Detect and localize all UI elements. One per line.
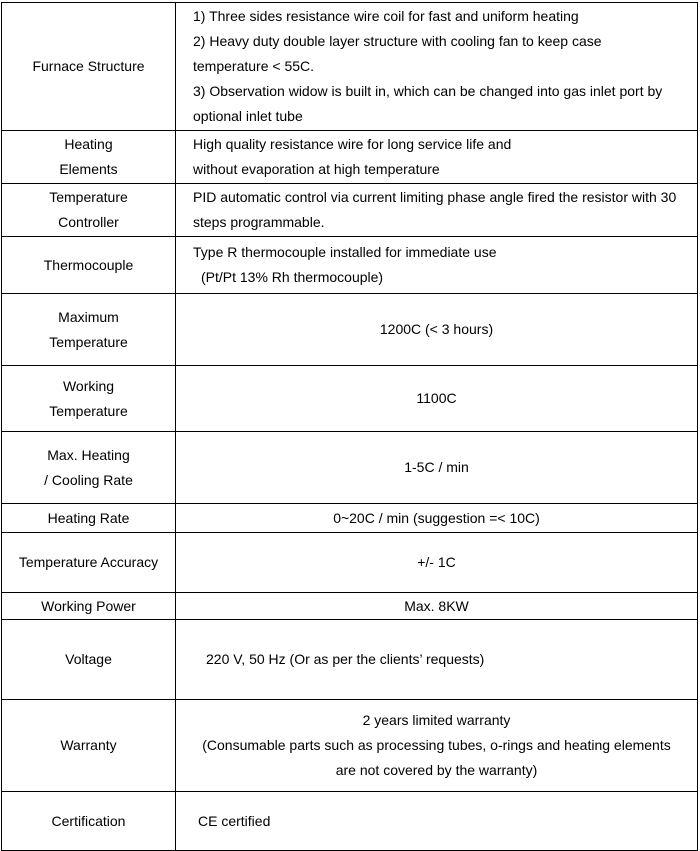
spec-label <box>2 432 176 504</box>
spec-label: Heating Rate <box>2 504 176 533</box>
spec-label-line: Heating <box>64 136 113 152</box>
spec-value-line: High quality resistance wire for long service life and <box>193 136 512 152</box>
spec-row-heating-rate <box>2 504 698 533</box>
spec-value <box>176 131 698 184</box>
spec-label-line: Working <box>62 377 115 394</box>
spec-value-line: 1) Three sides resistance wire coil for fast and uniform heating <box>193 8 579 24</box>
spec-label-line: / Cooling Rate <box>44 471 133 488</box>
spec-label: Furnace Structure <box>2 3 176 131</box>
spec-label-line: Elements <box>59 161 118 177</box>
spec-value-line: PID automatic control via current limiting phase angle fired the resistor with 30 <box>193 189 677 205</box>
specifications-table <box>1 2 698 851</box>
spec-label: Voltage <box>2 620 176 700</box>
spec-label-line: Temperature <box>49 189 128 205</box>
spec-value <box>176 184 698 237</box>
spec-value: 220 V, 50 Hz (Or as per the clients’ requests) <box>176 620 698 700</box>
spec-value-line: 2) Heavy duty double layer structure with cooling fan to keep case <box>193 33 602 49</box>
spec-value <box>176 3 698 131</box>
spec-value-line: Type R thermocouple installed for immediate use <box>193 244 497 260</box>
spec-label <box>2 131 176 184</box>
spec-label: Temperature Accuracy <box>2 533 176 593</box>
spec-value-line: without evaporation at high temperature <box>193 161 440 177</box>
spec-value-line: optional inlet tube <box>193 108 303 124</box>
spec-label <box>2 294 176 366</box>
spec-value: 1-5C / min <box>176 432 698 504</box>
spec-row-maximum-temperature <box>2 294 698 366</box>
spec-row-warranty <box>2 700 698 792</box>
spec-row-certification <box>2 792 698 851</box>
spec-label: Certification <box>2 792 176 851</box>
spec-value-line: 3) Observation widow is built in, which can be changed into gas inlet port by <box>193 83 663 99</box>
spec-value <box>176 237 698 294</box>
spec-value: 1100C <box>176 366 698 432</box>
spec-label-line: Maximum <box>58 308 119 325</box>
spec-value-line: are not covered by the warranty) <box>335 762 538 778</box>
spec-row-temperature-controller <box>2 184 698 237</box>
spec-row-working-power <box>2 593 698 620</box>
spec-label: Warranty <box>2 700 176 792</box>
spec-label: Thermocouple <box>2 237 176 294</box>
spec-value: CE certified <box>176 792 698 851</box>
spec-value: 0~20C / min (suggestion =< 10C) <box>176 504 698 533</box>
spec-label-line: Temperature <box>49 333 128 350</box>
spec-row-heating-cooling-rate <box>2 432 698 504</box>
spec-value-line: steps programmable. <box>193 214 325 230</box>
spec-row-working-temperature <box>2 366 698 432</box>
spec-row-furnace-structure <box>2 3 698 131</box>
spec-value-line: 2 years limited warranty <box>362 712 511 728</box>
spec-row-voltage <box>2 620 698 700</box>
spec-label <box>2 184 176 237</box>
spec-label <box>2 366 176 432</box>
spec-value-line: (Pt/Pt 13% Rh thermocouple) <box>201 269 384 285</box>
spec-row-thermocouple <box>2 237 698 294</box>
spec-row-heating-elements <box>2 131 698 184</box>
spec-value: +/- 1C <box>176 533 698 593</box>
spec-label-line: Temperature <box>49 402 128 419</box>
spec-value <box>176 700 698 792</box>
spec-row-temperature-accuracy <box>2 533 698 593</box>
spec-label: Working Power <box>2 593 176 620</box>
spec-value-line: (Consumable parts such as processing tubes, o-rings and heating elements <box>202 737 671 753</box>
spec-value: Max. 8KW <box>176 593 698 620</box>
spec-label-line: Controller <box>58 214 119 230</box>
spec-value: 1200C (< 3 hours) <box>176 294 698 366</box>
spec-label-line: Max. Heating <box>47 446 130 463</box>
spec-value-line: temperature < 55C. <box>193 58 315 74</box>
